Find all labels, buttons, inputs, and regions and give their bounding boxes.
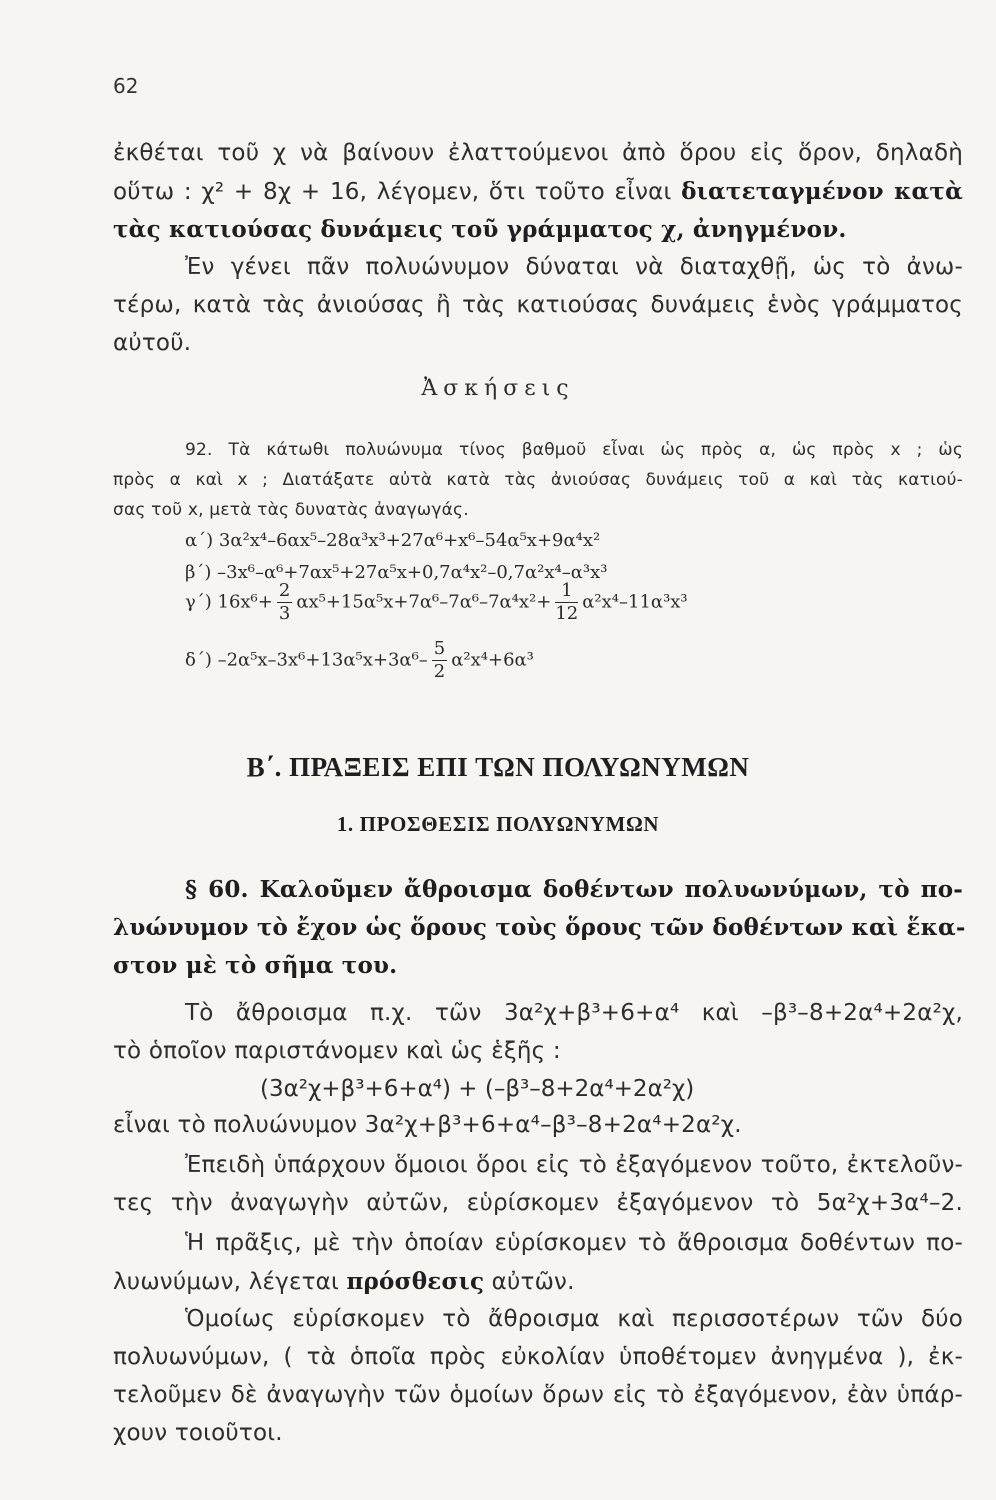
text-line: πολυωνύμων, ( τὰ ὁποῖα πρὸς εὐκολίαν ὑποθέτομεν ἀνηγμένα ), ἐκ-	[113, 1344, 963, 1370]
fraction-denominator: 12	[555, 603, 579, 624]
exercises-title: Ἀσκήσεις	[421, 376, 575, 401]
exercise-text: σας τοῦ x, μετὰ τὰς δυνατὰς ἀναγωγάς.	[113, 500, 469, 520]
fraction-numerator: 2	[278, 580, 291, 601]
text-line: τὸ ὁποῖον παριστάνομεν καὶ ὡς ἑξῆς :	[113, 1038, 561, 1064]
eq-part: αx⁵+15α⁵x+7α⁶–7α⁶–7α⁴x²+	[296, 591, 552, 613]
definition-line: λυώνυμον τὸ ἔχον ὡς ὅρους τοὺς ὅρους τῶν δοθέντων καὶ ἕκα-	[113, 914, 966, 941]
emphasis-text: διατεταγμένον κατὰ	[681, 178, 963, 205]
fraction-denominator: 3	[278, 603, 291, 624]
text-line: Τὸ ἄθροισμα π.χ. τῶν 3α²χ+β³+6+α⁴ καὶ –β³–8+2α⁴+2α²χ,	[185, 1000, 963, 1026]
exercise-item-a: α΄) 3α²x⁴–6αx⁵–28α³x³+27α⁶+x⁶–54α⁵x+9α⁴x²	[185, 530, 601, 551]
text-line: εἶναι τὸ πολυώνυμον 3α²χ+β³+6+α⁴–β³–8+2α⁴+2α²χ.	[113, 1112, 742, 1138]
text-line: τέρω, κατὰ τὰς ἀνιούσας ἢ τὰς κατιούσας δυνάμεις ἑνὸς γράμματος	[113, 292, 963, 318]
fraction-numerator: 1	[555, 582, 578, 603]
exercise-text: πρὸς α καὶ x ; Διατάξατε αὐτὰ κατὰ τὰς ἀνιούσας δυνάμεις τοῦ α καὶ τὰς κατιού-	[113, 470, 963, 490]
text-span: αὐτῶν.	[484, 1269, 575, 1295]
eq-part: γ΄) 16x⁶+	[185, 591, 273, 613]
definition-line: § 60. Καλοῦμεν ἄθροισμα δοθέντων πολυωνύμων, τὸ πο-	[185, 876, 963, 903]
eq-part: α²x⁴+6α³	[451, 649, 534, 671]
text-span: λυωνύμων, λέγεται	[113, 1269, 347, 1295]
term-addition: πρόσθεσις	[346, 1268, 485, 1295]
exercise-text: 92. Τὰ κάτωθι πολυώνυμα τίνος βαθμοῦ εἶναι ὡς πρὸς α, ὡς πρὸς x ; ὡς	[185, 440, 963, 460]
text-line: τελοῦμεν δὲ ἀναγωγὴν τῶν ὁμοίων ὅρων εἰς τὸ ἐξαγόμενον, ἐὰν ὑπάρ-	[113, 1382, 963, 1408]
text-line: χουν τοιοῦτοι.	[113, 1420, 283, 1446]
exercise-item-d	[185, 640, 534, 681]
fraction	[432, 640, 447, 681]
text-line	[113, 1268, 963, 1295]
fraction-denominator: 2	[433, 661, 446, 682]
text-line: Ἐπειδὴ ὑπάρχουν ὅμοιοι ὅροι εἰς τὸ ἐξαγόμενον τοῦτο, ἐκτελοῦν-	[185, 1152, 963, 1178]
text-line	[113, 178, 963, 205]
fraction	[555, 582, 578, 623]
text-line: ἐκθέται τοῦ χ νὰ βαίνουν ἐλαττούμενοι ἀπὸ ὅρου εἰς ὅρον, δηλαδὴ	[113, 140, 963, 166]
exercise-item-c	[185, 582, 688, 623]
section-subheading: 1. ΠΡΟΣΘΕΣΙΣ ΠΟΛΥΩΝΥΜΩΝ	[336, 812, 660, 836]
text-span: οὕτω : χ² + 8χ + 16, λέγομεν, ὅτι τοῦτο εἶναι	[113, 179, 682, 205]
text-line: Ἐν γένει πᾶν πολυώνυμον δύναται νὰ διαταχθῇ, ὡς τὸ ἀνω-	[185, 254, 963, 280]
text-line: τες τὴν ἀναγωγὴν αὐτῶν, εὑρίσκομεν ἐξαγόμενον τὸ 5α²χ+3α⁴–2.	[113, 1190, 963, 1216]
section-heading: Β΄. ΠΡΑΞΕΙΣ ΕΠΙ ΤΩΝ ΠΟΛΥΩΝΥΜΩΝ	[246, 752, 750, 782]
eq-part: α²x⁴–11α³x³	[582, 591, 688, 613]
page-number: 62	[113, 74, 139, 98]
emphasis-line: τὰς κατιούσας δυνάμεις τοῦ γράμματος χ, ἀνηγμένον.	[113, 216, 847, 243]
text-line: Ὁμοίως εὑρίσκομεν τὸ ἄθροισμα καὶ περισσοτέρων τῶν δύο	[185, 1306, 963, 1332]
fraction	[277, 582, 292, 623]
definition-line: στον μὲ τὸ σῆμα του.	[113, 952, 398, 979]
exercise-item-b: β΄) –3x⁶–α⁶+7αx⁵+27α⁵x+0,7α⁴x²–0,7α²x⁴–α³x³	[185, 562, 608, 583]
text-line: Ἡ πρᾶξις, μὲ τὴν ὁποίαν εὑρίσκομεν τὸ ἄθροισμα δοθέντων πο-	[185, 1230, 963, 1256]
fraction-numerator: 5	[433, 638, 446, 659]
formula: (3α²χ+β³+6+α⁴) + (–β³–8+2α⁴+2α²χ)	[260, 1076, 695, 1102]
text-line: αὐτοῦ.	[113, 330, 192, 356]
eq-part: δ΄) –2α⁵x–3x⁶+13α⁵x+3α⁶–	[185, 649, 428, 671]
